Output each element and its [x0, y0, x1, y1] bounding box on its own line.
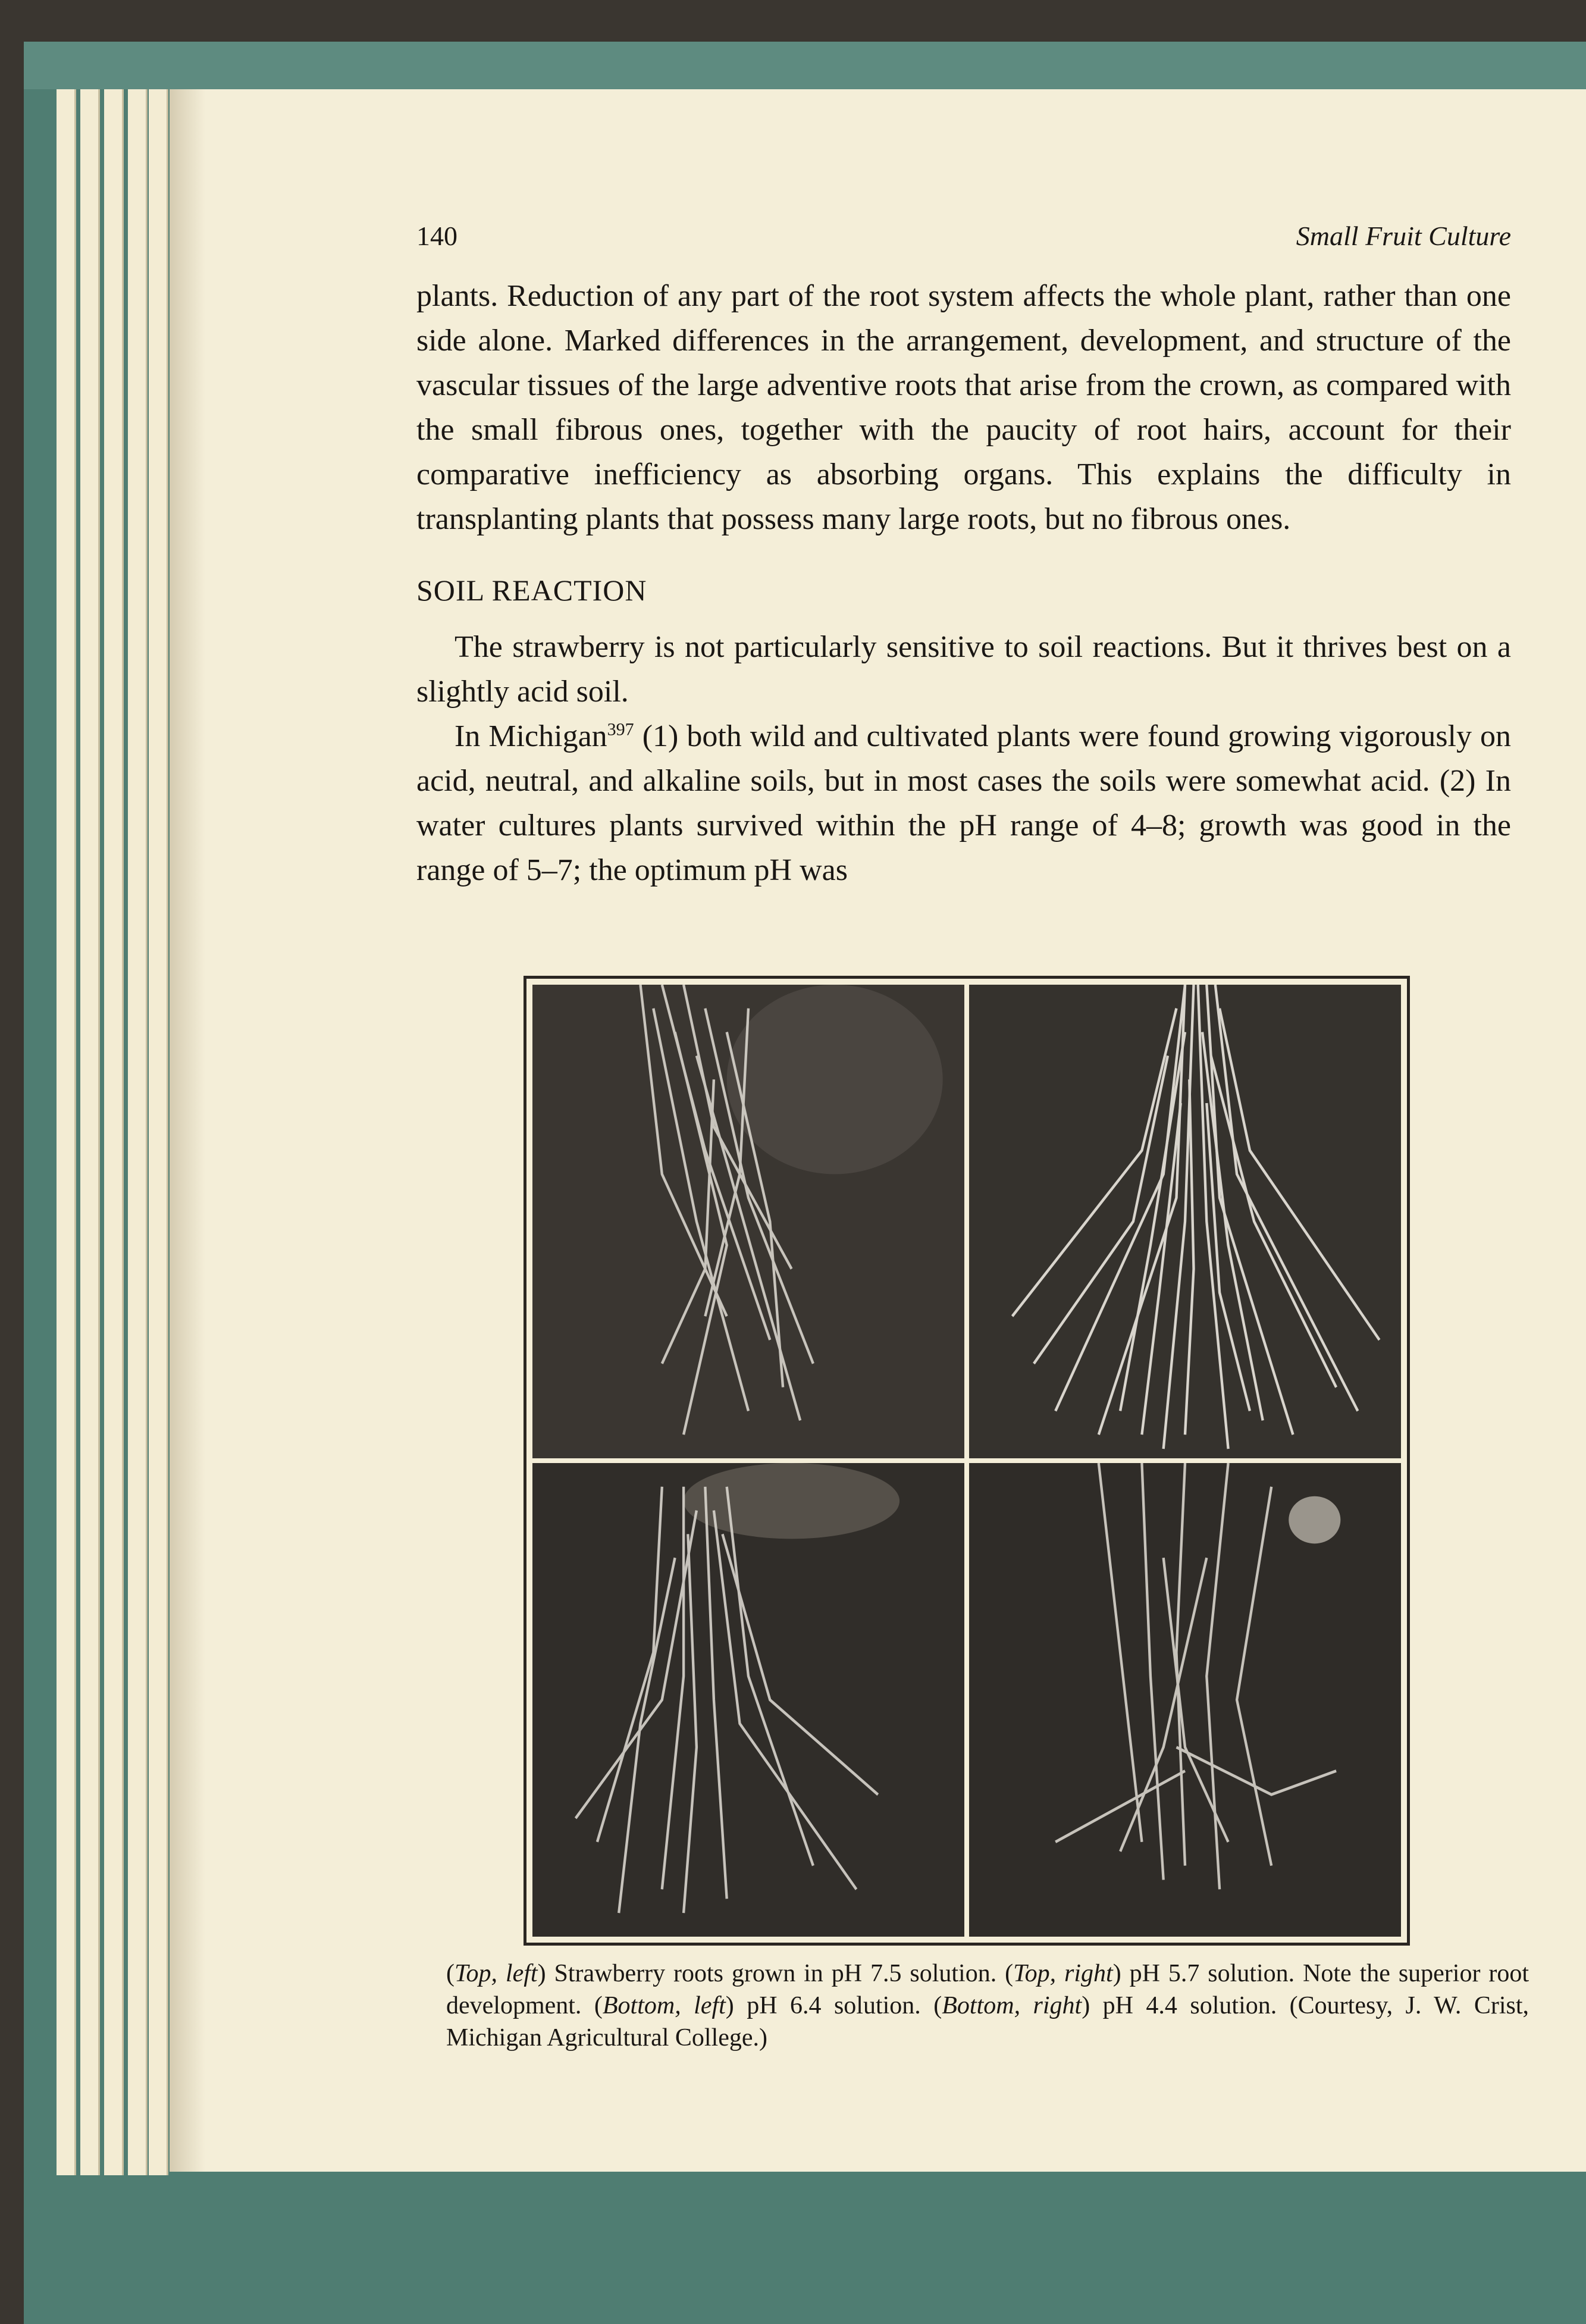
book-cover-bottom-edge	[24, 2172, 1586, 2324]
page-text	[416, 220, 1511, 892]
book-cover-top-edge	[24, 42, 1586, 89]
photo-bottom-left-ph-6-4	[532, 1463, 964, 1937]
photo-top-right-ph-5-7	[969, 985, 1401, 1458]
caption-panel-label: Bottom, left	[602, 1992, 726, 2019]
running-head	[416, 220, 1511, 274]
figure-caption	[446, 1957, 1529, 2054]
caption-text: ) Strawberry roots grown in pH 7.5 solution. (	[537, 1960, 1014, 1987]
page-stack-edge	[104, 89, 124, 2175]
caption-panel-label: Top, left	[455, 1960, 538, 1987]
photo-top-left-ph-7-5	[532, 985, 964, 1458]
paragraph-3-rest: (1) both wild and cultivated plants were found growing vigorously on acid, neutral, and alkaline soils, but in most cases the soils were somewhat acid. (2) In water cultures plants survived within the pH range of 4–8; growth was good in the range of 5–7; the optimum pH was	[416, 719, 1511, 887]
page-number: 140	[416, 221, 457, 251]
section-heading: SOIL REACTION	[416, 574, 647, 607]
photo-grid	[532, 985, 1401, 1937]
paragraph-3	[416, 714, 1511, 892]
page-stack-edge	[80, 89, 100, 2175]
paragraph-2: The strawberry is not particularly sensitive to soil reactions. But it thrives best on a slightly acid soil.	[416, 630, 1511, 709]
roots-image	[969, 1463, 1401, 1937]
reference-number: 397	[607, 719, 634, 740]
page-stack-edge	[128, 89, 148, 2175]
caption-text: ) pH 6.4 solution. (	[725, 1992, 942, 2019]
page-stack-edge	[57, 89, 76, 2175]
roots-image	[532, 985, 964, 1458]
roots-image	[532, 1463, 964, 1937]
caption-text: (	[446, 1960, 455, 1987]
paragraph-3-start: In Michigan	[455, 719, 607, 753]
running-title: Small Fruit Culture	[1296, 221, 1511, 251]
caption-text: ) pH 5.7 solution. Note the superior root development. (	[446, 1960, 1529, 2019]
root-photo-figure	[524, 976, 1410, 1946]
caption-panel-label: Top, right	[1013, 1960, 1113, 1987]
paragraph-1: plants. Reduction of any part of the root system affects the whole plant, rather than one side alone. Marked differences in the arrangement, development, and structure of the vascular tissues of the large adventive roots that arise from the crown, as compared with the small fibrous ones, together with the paucity of root hairs, account for their comparative inefficiency as absorbing organs. This explains the difficulty in transplanting plants that possess many large roots, but no fibrous ones.	[416, 279, 1511, 536]
caption-text: ) pH 4.4 solution. (Courtesy, J. W. Crist, Michigan Agricultural College.)	[446, 1992, 1529, 2051]
page-stack-edge	[149, 89, 168, 2175]
photo-bottom-right-ph-4-4	[969, 1463, 1401, 1937]
caption-panel-label: Bottom, right	[942, 1992, 1082, 2019]
roots-image	[969, 985, 1401, 1458]
page-gutter-shadow	[170, 89, 205, 2172]
